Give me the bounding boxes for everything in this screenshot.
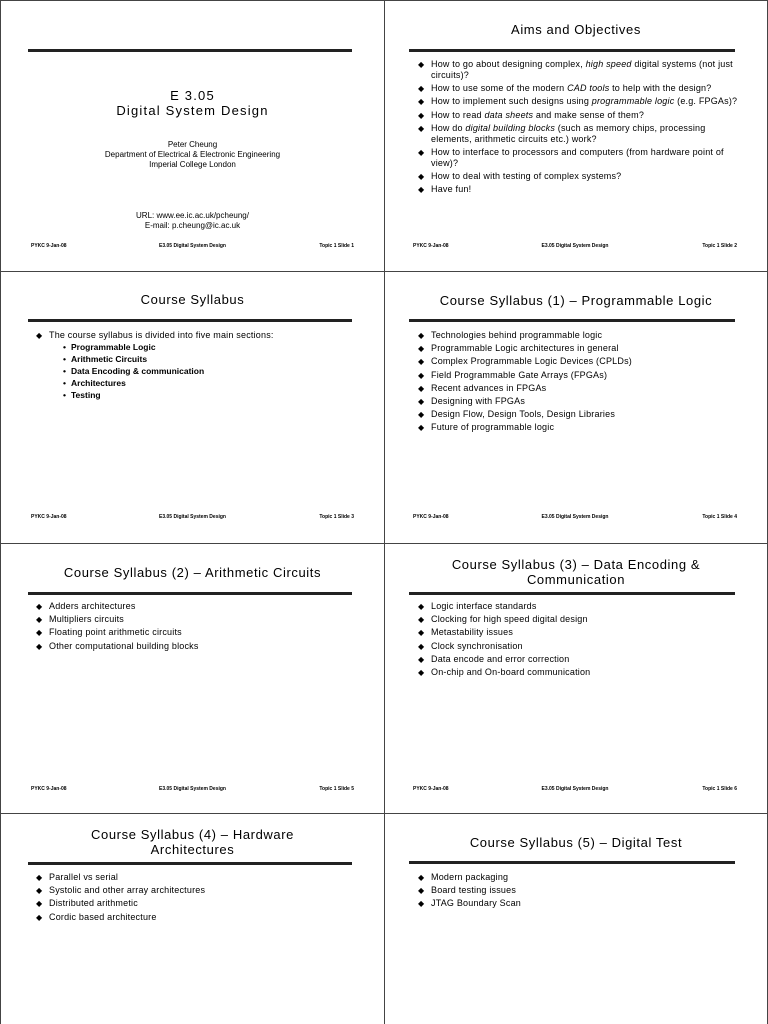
list-item-text: Parallel vs serial — [49, 872, 119, 882]
dot-icon: • — [63, 342, 66, 352]
slide-1 — [0, 0, 385, 272]
author-name: Peter Cheung — [167, 140, 218, 149]
list-item-text: Clock synchronisation — [431, 640, 523, 651]
list-item-text: Design Flow, Design Tools, Design Libraries — [431, 409, 616, 420]
list-item — [36, 601, 358, 612]
bullet-icon: ◆ — [418, 60, 425, 69]
footer-center: E3.05 Digital System Design — [541, 514, 609, 520]
list-item-text: How to use some of the modern CAD tools to help with the design? — [431, 83, 712, 94]
title-rule — [409, 49, 735, 52]
list-item — [418, 330, 741, 341]
list-item-text: Data encode and error correction — [431, 653, 570, 664]
dot-icon: • — [63, 366, 66, 376]
bullet-icon: ◆ — [36, 615, 43, 625]
bullet-icon: ◆ — [36, 899, 43, 909]
bullet-icon: ◆ — [418, 185, 425, 195]
bullet-icon: ◆ — [418, 147, 425, 157]
bullet-list — [418, 872, 741, 912]
list-item — [36, 898, 358, 909]
bullet-icon: ◆ — [36, 641, 43, 651]
footer-left: PYKC 9-Jan-08 — [413, 243, 449, 249]
footer-center: E3.05 Digital System Design — [159, 786, 226, 792]
footer-right: Topic 1 Slide 5 — [319, 786, 354, 792]
sections-list — [49, 342, 358, 401]
title-rule — [28, 862, 352, 865]
bullet-icon: ◆ — [36, 602, 43, 611]
list-item-text: Have fun! — [431, 184, 472, 195]
email-text: E-mail: p.cheung@ic.ac.uk — [144, 221, 241, 230]
bullet-icon: ◆ — [36, 912, 43, 922]
syllabus-list — [36, 330, 358, 403]
list-item-text: Systolic and other array architectures — [49, 885, 206, 896]
bullet-icon: ◆ — [418, 110, 425, 120]
footer-left: PYKC 9-Jan-08 — [31, 514, 67, 520]
bullet-icon: ◆ — [418, 123, 425, 133]
title-rule — [409, 592, 735, 595]
section-label: Programmable Logic — [71, 342, 156, 352]
bullet-icon: ◆ — [418, 357, 425, 367]
bullet-icon: ◆ — [418, 654, 425, 664]
section-label: Arithmetic Circuits — [71, 354, 148, 364]
bullet-list — [418, 330, 741, 436]
emphasis: digital building blocks — [465, 122, 556, 133]
list-item — [418, 382, 741, 394]
list-item — [36, 614, 358, 625]
bullet-icon: ◆ — [418, 628, 425, 638]
footer-left: PYKC 9-Jan-08 — [31, 243, 67, 249]
bullet-icon: ◆ — [418, 97, 425, 107]
list-item-text: Metastability issues — [431, 627, 514, 638]
footer-right: Topic 1 Slide 2 — [702, 243, 737, 249]
bullet-icon: ◆ — [418, 344, 425, 354]
list-item — [36, 872, 358, 883]
list-item — [418, 83, 741, 94]
section-label: Data Encoding & communication — [71, 366, 205, 376]
bullet-icon: ◆ — [418, 886, 425, 896]
bullet-icon: ◆ — [418, 410, 425, 420]
list-item — [418, 666, 741, 678]
title-rule — [409, 861, 735, 864]
list-item — [418, 422, 741, 433]
section-item — [63, 354, 358, 365]
list-item-text: Designing with FPGAs — [431, 395, 526, 406]
bullet-icon: ◆ — [418, 899, 425, 909]
slide-7 — [0, 814, 385, 1024]
course-code: E 3.05 — [170, 88, 215, 103]
list-item — [418, 96, 741, 107]
college: Imperial College London — [149, 160, 236, 169]
list-item-text: Distributed arithmetic — [49, 898, 138, 909]
list-item — [418, 59, 741, 81]
list-item — [418, 109, 741, 121]
list-item-text: Adders architectures — [49, 601, 136, 611]
footer-left: PYKC 9-Jan-08 — [413, 514, 449, 520]
emphasis: programmable logic — [591, 96, 675, 107]
section-item — [63, 342, 358, 353]
list-item — [418, 885, 741, 896]
list-item — [418, 356, 741, 367]
slide-title: Course Syllabus (4) – Hardware Architectures — [91, 827, 294, 857]
list-item — [418, 653, 741, 665]
emphasis: CAD tools — [567, 83, 610, 94]
section-label: Architectures — [71, 378, 126, 388]
course-title: Digital System Design — [116, 103, 269, 118]
url-text: URL: www.ee.ic.ac.uk/pcheung/ — [136, 211, 249, 220]
list-item — [418, 184, 741, 195]
list-item — [418, 122, 741, 145]
department: Department of Electrical & Electronic Engineering — [104, 150, 281, 159]
bullet-icon: ◆ — [418, 331, 425, 340]
list-item-text: Recent advances in FPGAs — [431, 382, 547, 393]
list-item-text: Board testing issues — [431, 885, 517, 896]
footer-right: Topic 1 Slide 4 — [702, 514, 737, 520]
list-item-text: Cordic based architecture — [49, 911, 157, 922]
list-item-text: How to go about designing complex, high speed digital systems (not just circuits)? — [431, 59, 733, 80]
bullet-list — [36, 601, 358, 654]
section-item — [63, 390, 358, 401]
list-item-text: How do digital building blocks (such as memory chips, processing elements, arithmetic circuits etc.) work? — [431, 122, 706, 144]
footer-right: Topic 1 Slide 3 — [319, 514, 354, 520]
section-item — [63, 378, 358, 389]
footer-right: Topic 1 Slide 6 — [702, 786, 737, 792]
list-item-text: Other computational building blocks — [49, 640, 199, 651]
bullet-list — [418, 601, 741, 680]
list-item-text: Clocking for high speed digital design — [431, 614, 588, 625]
footer-right: Topic 1 Slide 1 — [319, 243, 354, 249]
title-rule — [28, 592, 352, 595]
list-item — [36, 627, 358, 638]
list-item — [418, 614, 741, 625]
bullet-icon: ◆ — [36, 331, 43, 340]
list-item-text: How to interface to processors and computers (from hardware point of view)? — [431, 146, 724, 168]
slide-6 — [385, 544, 768, 814]
title-rule — [409, 319, 735, 322]
bullet-icon: ◆ — [418, 396, 425, 406]
section-item — [63, 366, 358, 377]
bullet-icon: ◆ — [418, 615, 425, 625]
bullet-icon: ◆ — [418, 641, 425, 651]
list-item — [418, 601, 741, 612]
list-item — [418, 640, 741, 652]
emphasis: high speed — [585, 59, 632, 69]
slide-5 — [0, 544, 385, 814]
footer-center: E3.05 Digital System Design — [541, 786, 609, 792]
slide-8 — [385, 814, 768, 1024]
list-item-text: How to read data sheets and make sense of them? — [431, 109, 645, 120]
list-item — [36, 885, 358, 896]
footer-left: PYKC 9-Jan-08 — [413, 786, 449, 792]
title-rule — [28, 319, 352, 322]
bullet-icon: ◆ — [36, 886, 43, 896]
list-item — [418, 409, 741, 420]
bullet-icon: ◆ — [418, 602, 425, 611]
dot-icon: • — [63, 378, 66, 388]
list-item-text: Future of programmable logic — [431, 422, 555, 433]
list-item — [36, 640, 358, 652]
slide-title: Course Syllabus (5) – Digital Test — [469, 835, 683, 850]
list-item-text: On-chip and On-board communication — [431, 666, 591, 677]
footer-center: E3.05 Digital System Design — [159, 514, 226, 520]
aims-list — [418, 59, 741, 198]
bullet-icon: ◆ — [418, 423, 425, 433]
bullet-icon: ◆ — [418, 383, 425, 393]
bullet-icon: ◆ — [36, 628, 43, 638]
list-item — [418, 872, 741, 883]
slide-title: Course Syllabus (2) – Arithmetic Circuits — [63, 565, 322, 580]
list-item — [418, 627, 741, 638]
list-item — [36, 330, 358, 401]
section-label: Testing — [71, 390, 101, 400]
list-item-text: Logic interface standards — [431, 601, 537, 611]
bullet-icon: ◆ — [418, 370, 425, 380]
dot-icon: • — [63, 354, 66, 364]
list-item-text: Complex Programmable Logic Devices (CPLDs) — [431, 356, 632, 367]
list-item — [418, 898, 741, 909]
bullet-icon: ◆ — [418, 172, 425, 182]
bullet-icon: ◆ — [418, 667, 425, 677]
dot-icon: • — [63, 390, 66, 400]
slide-3 — [0, 272, 385, 544]
footer-left: PYKC 9-Jan-08 — [31, 786, 67, 792]
emphasis: data sheets — [484, 109, 534, 120]
list-item — [418, 171, 741, 182]
list-item-text: JTAG Boundary Scan — [431, 898, 521, 909]
list-item-text: Multipliers circuits — [49, 614, 125, 625]
slide-4 — [385, 272, 768, 544]
list-item — [418, 395, 741, 407]
slide-title: Course Syllabus (3) – Data Encoding & Communication — [451, 557, 701, 587]
list-item — [418, 369, 741, 381]
intro-text: The course syllabus is divided into five main sections: — [49, 330, 274, 340]
list-item — [36, 911, 358, 923]
list-item-text: Field Programmable Gate Arrays (FPGAs) — [431, 369, 608, 380]
list-item-text: Programmable Logic architectures in general — [431, 343, 619, 354]
footer-center: E3.05 Digital System Design — [541, 243, 609, 249]
list-item-text: How to deal with testing of complex systems? — [431, 171, 622, 182]
slide-title: Course Syllabus — [140, 292, 245, 307]
slide-2 — [385, 0, 768, 272]
footer-center: E3.05 Digital System Design — [159, 243, 226, 249]
bullet-icon: ◆ — [418, 873, 425, 882]
list-item — [418, 343, 741, 354]
bullet-icon: ◆ — [418, 84, 425, 94]
list-item — [418, 146, 741, 169]
title-rule — [28, 49, 352, 52]
bullet-list — [36, 872, 358, 925]
list-item-text: How to implement such designs using programmable logic (e.g. FPGAs)? — [431, 96, 738, 107]
list-item-text: Technologies behind programmable logic — [431, 330, 603, 340]
slide-title: Course Syllabus (1) – Programmable Logic — [439, 293, 713, 308]
list-item-text: Modern packaging — [431, 872, 509, 882]
bullet-icon: ◆ — [36, 873, 43, 882]
slide-title: Aims and Objectives — [511, 22, 641, 37]
list-item-text: Floating point arithmetic circuits — [49, 627, 182, 638]
